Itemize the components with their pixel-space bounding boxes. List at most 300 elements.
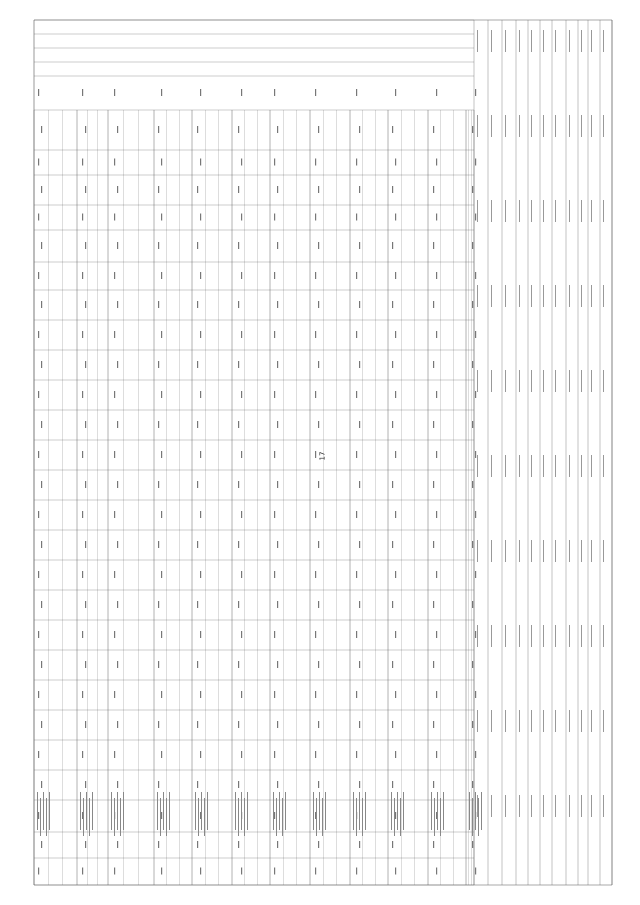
table-cell-value-mark bbox=[318, 126, 319, 133]
header-label-mark bbox=[531, 370, 532, 392]
table-cell-value-mark bbox=[114, 89, 115, 96]
row-label-mark bbox=[440, 798, 441, 836]
table-cell-value-mark bbox=[436, 331, 437, 338]
table-cell-value-mark bbox=[392, 421, 393, 428]
table-cell-value-mark bbox=[359, 126, 360, 133]
table-cell-value-mark bbox=[158, 421, 159, 428]
table-cell-value-mark bbox=[395, 451, 396, 458]
table-cell-value-mark bbox=[356, 89, 357, 96]
header-label-mark bbox=[531, 625, 532, 647]
header-label-mark bbox=[505, 795, 506, 817]
header-label-mark bbox=[603, 710, 604, 732]
table-cell-value-mark bbox=[356, 331, 357, 338]
table-cell-value-mark bbox=[158, 481, 159, 488]
table-cell-value-mark bbox=[200, 511, 201, 518]
table-cell-value-mark bbox=[161, 159, 162, 166]
row-label-mark bbox=[325, 792, 326, 830]
table-cell-value-mark bbox=[158, 541, 159, 548]
table-cell-value-mark bbox=[197, 541, 198, 548]
table-cell-value-mark bbox=[395, 214, 396, 221]
table-cell-value-mark bbox=[82, 272, 83, 279]
table-cell-value-mark bbox=[41, 841, 42, 848]
row-label-mark bbox=[322, 798, 323, 836]
table-cell-value-mark bbox=[38, 451, 39, 458]
table-cell-value-mark bbox=[433, 481, 434, 488]
table-cell-value-mark bbox=[315, 751, 316, 758]
header-label-mark bbox=[491, 200, 492, 222]
table-cell-value-mark bbox=[238, 421, 239, 428]
header-label-mark bbox=[491, 370, 492, 392]
header-label-mark bbox=[555, 710, 556, 732]
header-label-mark bbox=[569, 795, 570, 817]
table-cell-value-mark bbox=[274, 691, 275, 698]
table-cell-value-mark bbox=[158, 301, 159, 308]
table-cell-value-mark bbox=[238, 186, 239, 193]
table-cell-value-mark bbox=[436, 691, 437, 698]
table-cell-value-mark bbox=[117, 126, 118, 133]
header-label-mark bbox=[603, 30, 604, 52]
table-cell-value-mark bbox=[475, 331, 476, 338]
table-cell-value-mark bbox=[318, 721, 319, 728]
table-cell-value-mark bbox=[392, 126, 393, 133]
table-cell-value-mark bbox=[433, 841, 434, 848]
table-cell-value-mark bbox=[472, 781, 473, 788]
table-cell-value-mark bbox=[117, 601, 118, 608]
header-label-mark bbox=[581, 200, 582, 222]
row-label-mark bbox=[273, 792, 274, 830]
table-cell-value-mark bbox=[161, 89, 162, 96]
header-label-mark bbox=[581, 30, 582, 52]
header-label-mark bbox=[591, 285, 592, 307]
header-label-mark bbox=[477, 115, 478, 137]
header-label-mark bbox=[569, 625, 570, 647]
row-label-mark bbox=[89, 798, 90, 836]
row-label-mark bbox=[316, 798, 317, 836]
table-cell-value-mark bbox=[475, 571, 476, 578]
table-cell-value-mark bbox=[82, 511, 83, 518]
table-cell-value-mark bbox=[274, 331, 275, 338]
table-cell-value-mark bbox=[395, 272, 396, 279]
row-label-mark bbox=[160, 798, 161, 836]
table-cell-value-mark bbox=[436, 451, 437, 458]
table-cell-value-mark bbox=[392, 781, 393, 788]
table-cell-value-mark bbox=[41, 361, 42, 368]
header-label-mark bbox=[591, 30, 592, 52]
header-label-mark bbox=[505, 540, 506, 562]
header-label-mark bbox=[519, 540, 520, 562]
table-cell-value-mark bbox=[114, 331, 115, 338]
header-label-mark bbox=[519, 285, 520, 307]
header-label-mark bbox=[581, 795, 582, 817]
table-cell-value-mark bbox=[197, 481, 198, 488]
table-cell-value-mark bbox=[200, 214, 201, 221]
table-cell-value-mark bbox=[274, 214, 275, 221]
row-label-mark bbox=[157, 792, 158, 830]
table-cell-value-mark bbox=[359, 301, 360, 308]
row-label-mark bbox=[204, 798, 205, 836]
table-cell-value-mark bbox=[392, 301, 393, 308]
row-label-mark bbox=[207, 792, 208, 830]
table-cell-value-mark bbox=[161, 214, 162, 221]
table-cell-value-mark bbox=[318, 361, 319, 368]
row-label-mark bbox=[201, 792, 202, 830]
table-cell-value-mark bbox=[433, 721, 434, 728]
header-label-mark bbox=[505, 625, 506, 647]
table-cell-value-mark bbox=[436, 272, 437, 279]
table-cell-value-mark bbox=[114, 571, 115, 578]
table-cell-value-mark bbox=[38, 214, 39, 221]
table-cell-value-mark bbox=[241, 451, 242, 458]
table-cell-value-mark bbox=[315, 451, 316, 458]
table-cell-value-mark bbox=[117, 721, 118, 728]
table-cell-value-mark bbox=[359, 661, 360, 668]
table-cell-value-mark bbox=[392, 361, 393, 368]
header-label-mark bbox=[519, 30, 520, 52]
table-cell-value-mark bbox=[277, 721, 278, 728]
table-cell-value-mark bbox=[274, 631, 275, 638]
table-cell-value-mark bbox=[238, 361, 239, 368]
table-cell-value-mark bbox=[85, 781, 86, 788]
table-cell-value-mark bbox=[82, 391, 83, 398]
table-cell-value-mark bbox=[318, 541, 319, 548]
header-label-mark bbox=[591, 370, 592, 392]
table-cell-value-mark bbox=[38, 631, 39, 638]
row-label-mark bbox=[397, 792, 398, 830]
table-cell-value-mark bbox=[356, 451, 357, 458]
table-cell-value-mark bbox=[238, 661, 239, 668]
table-cell-value-mark bbox=[395, 89, 396, 96]
table-cell-value-mark bbox=[161, 751, 162, 758]
row-label-mark bbox=[241, 792, 242, 830]
table-cell-value-mark bbox=[38, 391, 39, 398]
table-cell-value-mark bbox=[85, 361, 86, 368]
table-cell-value-mark bbox=[241, 751, 242, 758]
row-label-mark bbox=[43, 792, 44, 830]
table-cell-value-mark bbox=[315, 691, 316, 698]
table-cell-value-mark bbox=[200, 272, 201, 279]
row-label-mark bbox=[365, 792, 366, 830]
table-cell-value-mark bbox=[359, 541, 360, 548]
row-label-mark bbox=[83, 798, 84, 836]
table-cell-value-mark bbox=[85, 721, 86, 728]
table-cell-value-mark bbox=[38, 89, 39, 96]
table-cell-value-mark bbox=[359, 721, 360, 728]
row-label-mark bbox=[120, 798, 121, 836]
table-cell-value-mark bbox=[359, 186, 360, 193]
header-label-mark bbox=[603, 200, 604, 222]
table-cell-value-mark bbox=[197, 126, 198, 133]
table-cell-value-mark bbox=[274, 159, 275, 166]
header-label-mark bbox=[569, 30, 570, 52]
table-cell-value-mark bbox=[117, 661, 118, 668]
table-cell-value-mark bbox=[241, 511, 242, 518]
row-label-mark bbox=[163, 792, 164, 830]
table-cell-value-mark bbox=[395, 391, 396, 398]
table-cell-value-mark bbox=[392, 841, 393, 848]
header-label-mark bbox=[531, 30, 532, 52]
table-cell-value-mark bbox=[85, 601, 86, 608]
table-cell-value-mark bbox=[277, 601, 278, 608]
header-label-mark bbox=[543, 285, 544, 307]
table-cell-value-mark bbox=[359, 421, 360, 428]
header-label-mark bbox=[491, 455, 492, 477]
table-cell-value-mark bbox=[392, 721, 393, 728]
table-cell-value-mark bbox=[82, 571, 83, 578]
table-cell-value-mark bbox=[274, 89, 275, 96]
table-cell-value-mark bbox=[38, 511, 39, 518]
table-cell-value-mark bbox=[41, 601, 42, 608]
table-cell-value-mark bbox=[318, 301, 319, 308]
header-label-mark bbox=[581, 625, 582, 647]
table-cell-value-mark bbox=[82, 691, 83, 698]
table-cell-value-mark bbox=[277, 126, 278, 133]
table-cell-value-mark bbox=[395, 511, 396, 518]
table-cell-value-mark bbox=[356, 511, 357, 518]
table-cell-value-mark bbox=[392, 541, 393, 548]
table-cell-value-mark bbox=[356, 272, 357, 279]
table-cell-value-mark bbox=[472, 841, 473, 848]
row-label-mark bbox=[86, 792, 87, 830]
table-cell-value-mark bbox=[436, 89, 437, 96]
header-label-mark bbox=[543, 455, 544, 477]
table-cell-value-mark bbox=[356, 691, 357, 698]
header-label-mark bbox=[603, 455, 604, 477]
table-cell-value-mark bbox=[274, 511, 275, 518]
table-cell-value-mark bbox=[356, 571, 357, 578]
table-cell-value-mark bbox=[274, 812, 275, 819]
header-label-mark bbox=[581, 285, 582, 307]
table-cell-value-mark bbox=[200, 159, 201, 166]
table-cell-value-mark bbox=[41, 242, 42, 249]
table-cell-value-mark bbox=[433, 661, 434, 668]
row-label-mark bbox=[353, 792, 354, 830]
row-label-mark bbox=[437, 792, 438, 830]
table-cell-value-mark bbox=[82, 631, 83, 638]
row-label-mark bbox=[40, 798, 41, 836]
table-cell-value-mark bbox=[318, 481, 319, 488]
table-cell-value-mark bbox=[238, 601, 239, 608]
table-cell-value-mark bbox=[38, 571, 39, 578]
row-label-mark bbox=[475, 792, 476, 830]
row-label-mark bbox=[244, 798, 245, 836]
row-label-mark bbox=[313, 792, 314, 830]
table-cell-value-mark bbox=[475, 631, 476, 638]
table-cell-value-mark bbox=[436, 159, 437, 166]
table-cell-value-mark bbox=[356, 631, 357, 638]
row-label-mark bbox=[80, 792, 81, 830]
table-cell-value-mark bbox=[158, 242, 159, 249]
table-cell-value-mark bbox=[277, 186, 278, 193]
table-cell-value-mark bbox=[436, 391, 437, 398]
row-label-mark bbox=[247, 792, 248, 830]
table-cell-value-mark bbox=[41, 481, 42, 488]
table-cell-value-mark bbox=[200, 751, 201, 758]
table-cell-value-mark bbox=[117, 361, 118, 368]
header-label-mark bbox=[491, 285, 492, 307]
table-cell-value-mark bbox=[197, 186, 198, 193]
table-cell-value-mark bbox=[238, 781, 239, 788]
table-cell-value-mark bbox=[241, 631, 242, 638]
table-cell-value-mark bbox=[433, 301, 434, 308]
table-cell-value-mark bbox=[433, 186, 434, 193]
header-label-mark bbox=[505, 200, 506, 222]
table-cell-value-mark bbox=[241, 214, 242, 221]
row-label-mark bbox=[198, 798, 199, 836]
table-cell-value-mark bbox=[315, 214, 316, 221]
header-label-mark bbox=[531, 710, 532, 732]
table-cell-value-mark bbox=[472, 601, 473, 608]
table-cell-value-mark bbox=[161, 631, 162, 638]
table-cell-value-mark bbox=[472, 242, 473, 249]
header-label-mark bbox=[603, 115, 604, 137]
table-cell-value-mark bbox=[38, 331, 39, 338]
table-cell-value-mark bbox=[241, 571, 242, 578]
table-cell-value-mark bbox=[274, 751, 275, 758]
table-cell-value-mark bbox=[472, 541, 473, 548]
table-cell-value-mark bbox=[277, 661, 278, 668]
table-cell-value-mark bbox=[277, 781, 278, 788]
table-cell-value-mark bbox=[475, 272, 476, 279]
table-cell-value-mark bbox=[315, 331, 316, 338]
table-cell-value-mark bbox=[197, 601, 198, 608]
row-label-mark bbox=[319, 792, 320, 830]
header-label-mark bbox=[491, 625, 492, 647]
table-cell-value-mark bbox=[82, 751, 83, 758]
table-cell-value-mark bbox=[161, 571, 162, 578]
table-cell-value-mark bbox=[472, 186, 473, 193]
page-number: 17 bbox=[318, 451, 327, 461]
table-cell-value-mark bbox=[82, 451, 83, 458]
header-label-mark bbox=[543, 370, 544, 392]
table-cell-value-mark bbox=[197, 661, 198, 668]
table-cell-value-mark bbox=[318, 601, 319, 608]
table-cell-value-mark bbox=[472, 421, 473, 428]
header-label-mark bbox=[505, 285, 506, 307]
header-label-mark bbox=[519, 115, 520, 137]
header-label-mark bbox=[543, 710, 544, 732]
table-cell-value-mark bbox=[82, 331, 83, 338]
header-label-mark bbox=[491, 710, 492, 732]
header-label-mark bbox=[603, 795, 604, 817]
row-label-mark bbox=[114, 798, 115, 836]
row-label-mark bbox=[400, 798, 401, 836]
table-cell-value-mark bbox=[238, 721, 239, 728]
table-cell-value-mark bbox=[161, 272, 162, 279]
table-cell-value-mark bbox=[38, 751, 39, 758]
table-cell-value-mark bbox=[82, 868, 83, 875]
table-cell-value-mark bbox=[114, 451, 115, 458]
table-cell-value-mark bbox=[85, 661, 86, 668]
table-cell-value-mark bbox=[38, 691, 39, 698]
table-cell-value-mark bbox=[274, 571, 275, 578]
table-cell-value-mark bbox=[85, 541, 86, 548]
row-label-mark bbox=[403, 792, 404, 830]
table-cell-value-mark bbox=[436, 868, 437, 875]
table-cell-value-mark bbox=[318, 781, 319, 788]
table-cell-value-mark bbox=[161, 331, 162, 338]
table-cell-value-mark bbox=[472, 126, 473, 133]
header-label-mark bbox=[531, 795, 532, 817]
table-cell-value-mark bbox=[395, 571, 396, 578]
row-label-mark bbox=[431, 792, 432, 830]
table-cell-value-mark bbox=[436, 571, 437, 578]
table-cell-marks bbox=[37, 30, 604, 875]
table-cell-value-mark bbox=[161, 391, 162, 398]
table-cell-value-mark bbox=[472, 661, 473, 668]
table-cell-value-mark bbox=[433, 361, 434, 368]
header-label-mark bbox=[543, 625, 544, 647]
header-label-mark bbox=[555, 30, 556, 52]
table-cell-value-mark bbox=[475, 391, 476, 398]
row-label-mark bbox=[46, 798, 47, 836]
table-cell-value-mark bbox=[241, 159, 242, 166]
table-cell-value-mark bbox=[85, 481, 86, 488]
table-cell-value-mark bbox=[395, 751, 396, 758]
table-cell-value-mark bbox=[436, 751, 437, 758]
header-label-mark bbox=[569, 710, 570, 732]
table-cell-value-mark bbox=[277, 481, 278, 488]
table-cell-value-mark bbox=[315, 272, 316, 279]
header-label-mark bbox=[569, 455, 570, 477]
header-label-mark bbox=[603, 540, 604, 562]
table-cell-value-mark bbox=[238, 301, 239, 308]
header-label-mark bbox=[581, 115, 582, 137]
table-cell-value-mark bbox=[475, 868, 476, 875]
table-cell-value-mark bbox=[277, 841, 278, 848]
header-label-mark bbox=[543, 30, 544, 52]
header-label-mark bbox=[555, 625, 556, 647]
row-label-mark bbox=[111, 792, 112, 830]
table-cell-value-mark bbox=[475, 214, 476, 221]
table-cell-value-mark bbox=[436, 511, 437, 518]
row-label-mark bbox=[391, 792, 392, 830]
table-cell-value-mark bbox=[356, 159, 357, 166]
table-cell-value-mark bbox=[315, 89, 316, 96]
table-cell-value-mark bbox=[356, 868, 357, 875]
table-cell-value-mark bbox=[200, 631, 201, 638]
header-label-mark bbox=[569, 540, 570, 562]
table-cell-value-mark bbox=[158, 126, 159, 133]
header-label-mark bbox=[477, 710, 478, 732]
table-cell-value-mark bbox=[475, 511, 476, 518]
table-cell-value-mark bbox=[114, 631, 115, 638]
header-label-mark bbox=[555, 115, 556, 137]
table-cell-value-mark bbox=[274, 391, 275, 398]
header-label-mark bbox=[519, 795, 520, 817]
table-cell-value-mark bbox=[395, 812, 396, 819]
table-cell-value-mark bbox=[158, 361, 159, 368]
header-label-mark bbox=[555, 285, 556, 307]
table-cell-value-mark bbox=[117, 481, 118, 488]
row-label-mark bbox=[285, 792, 286, 830]
row-label-mark bbox=[282, 798, 283, 836]
table-cell-value-mark bbox=[241, 691, 242, 698]
table-cell-value-mark bbox=[472, 721, 473, 728]
table-cell-value-mark bbox=[238, 481, 239, 488]
table-cell-value-mark bbox=[277, 361, 278, 368]
table-cell-value-mark bbox=[158, 841, 159, 848]
row-label-mark bbox=[469, 792, 470, 830]
header-label-mark bbox=[531, 455, 532, 477]
header-label-mark bbox=[591, 625, 592, 647]
header-label-mark bbox=[505, 370, 506, 392]
table-cell-value-mark bbox=[161, 451, 162, 458]
table-cell-value-mark bbox=[161, 511, 162, 518]
table-cell-value-mark bbox=[41, 541, 42, 548]
table-cell-value-mark bbox=[392, 186, 393, 193]
table-cell-value-mark bbox=[41, 421, 42, 428]
table-cell-value-mark bbox=[472, 481, 473, 488]
